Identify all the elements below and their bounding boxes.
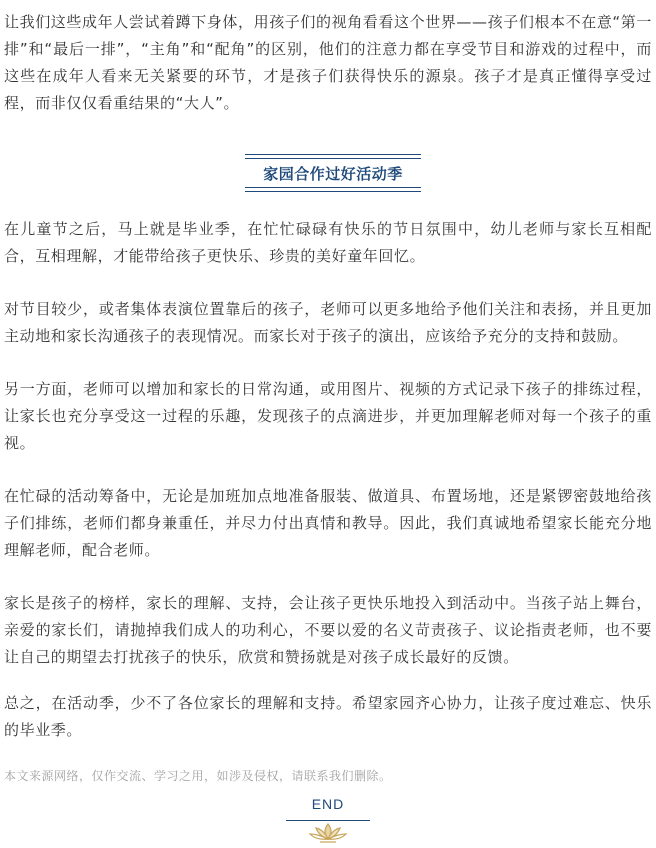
end-label: END: [311, 796, 345, 812]
lotus-ornament-icon: [308, 822, 348, 844]
paragraph-3: 另一方面，老师可以增加和家长的日常沟通，或用图片、视频的方式记录下孩子的排练过程，让家长也充分享受这一过程的乐趣，发现孩子的点滴进步，并更加理解老师对每一个孩子的重视。: [4, 380, 652, 452]
section-title-text: 家园合作过好活动季: [263, 164, 403, 183]
end-divider: [286, 820, 370, 821]
paragraph-6: 总之，在活动季，少不了各位家长的理解和支持。希望家园齐心协力，让孩子度过难忘、快乐的毕业季。: [4, 694, 652, 739]
source-disclaimer: 本文来源网络，仅作交流、学习之用，如涉及侵权，请联系我们删除。: [4, 769, 392, 783]
intro-paragraph: 让我们这些成年人尝试着蹲下身体，用孩子们的视角看看这个世界——孩子们根本不在意“第一排”和“最后一排”，“主角”和“配角”的区别，他们的注意力都在享受节目和游戏的过程中，而这些在成年人看来无关紧要的环节，才是孩子们获得快乐的源泉。孩子才是真正懂得享受过程，而非仅仅看重结果的“大人”。: [4, 13, 652, 112]
paragraph-2: 对节目较少，或者集体表演位置靠后的孩子，老师可以更多地给予他们关注和表扬，并且更加主动地和家长沟通孩子的表现情况。而家长对于孩子的演出，应该给予充分的支持和鼓励。: [4, 300, 652, 345]
paragraph-4: 在忙碌的活动筹备中，无论是加班加点地准备服装、做道具、布置场地，还是紧锣密鼓地给孩子们排练，老师们都身兼重任，并尽力付出真情和教导。因此，我们真诚地希望家长能充分地理解老师，配合老师。: [4, 487, 652, 559]
paragraph-5: 家长是孩子的榜样，家长的理解、支持，会让孩子更快乐地投入到活动中。当孩子站上舞台，亲爱的家长们，请抛掉我们成人的功利心，不要以爱的名义苛责孩子、议论指责老师，也不要让自己的期望去打扰孩子的快乐，欣赏和赞扬就是对孩子成长最好的反馈。: [4, 594, 652, 666]
paragraph-1: 在儿童节之后，马上就是毕业季，在忙忙碌碌有快乐的节日氛围中，幼儿老师与家长互相配合，互相理解，才能带给孩子更快乐、珍贵的美好童年回忆。: [4, 220, 652, 265]
end-marker: [0, 794, 656, 848]
section-title: [245, 154, 421, 192]
